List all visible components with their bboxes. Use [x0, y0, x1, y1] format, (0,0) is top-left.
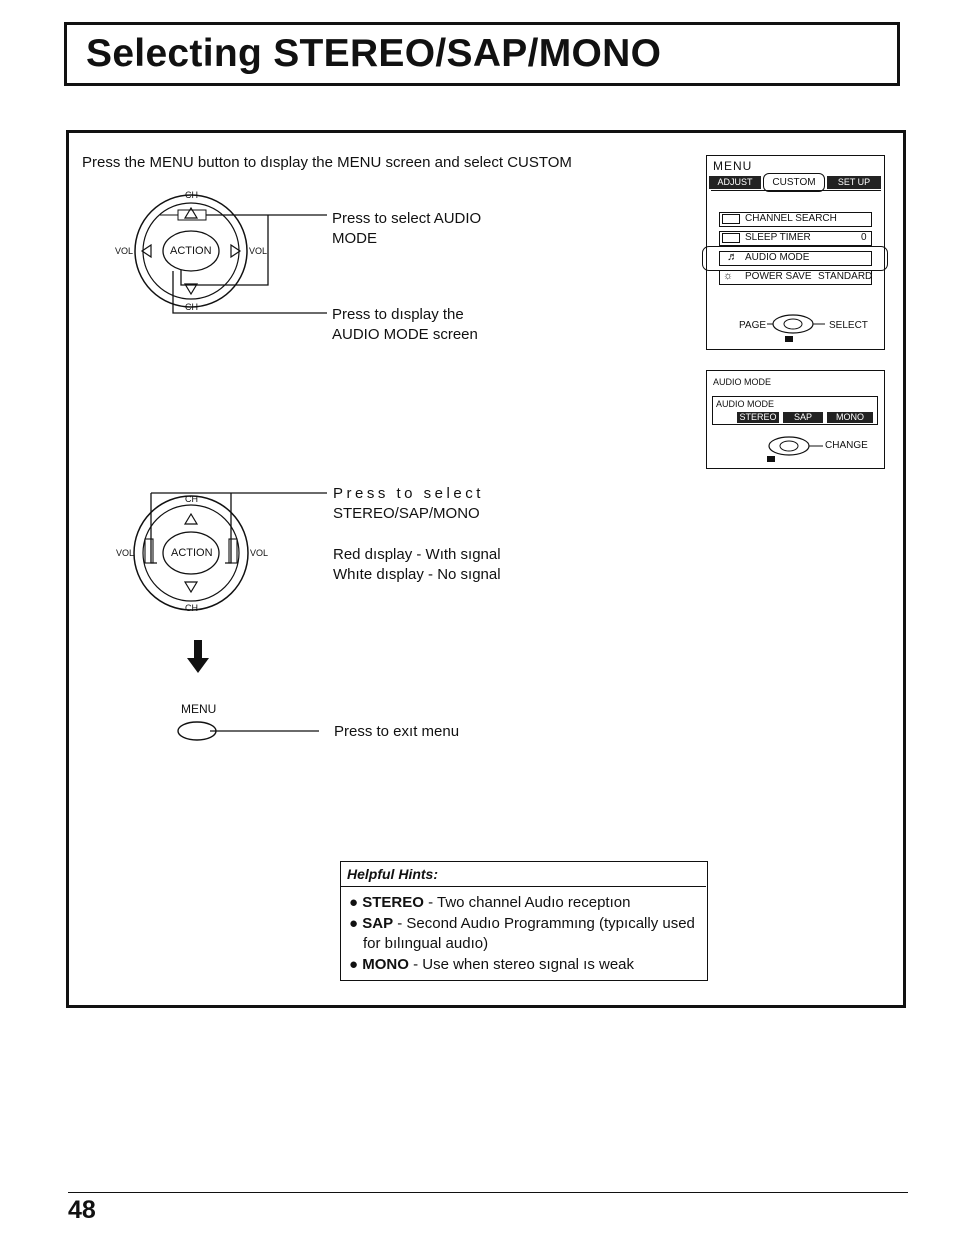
menu-row-value: 0	[861, 232, 867, 243]
tab-setup: SET UP	[827, 176, 881, 189]
intro-text: Press the MENU button to dısplay the MENU screen and select CUSTOM	[82, 154, 572, 171]
menu-button-icon	[176, 719, 321, 745]
remote-dial-1	[105, 185, 335, 320]
audio-screen-title: AUDIO MODE	[713, 377, 772, 387]
select-label: SELECT	[829, 320, 868, 331]
ch-label-bottom-1: CH	[185, 302, 198, 312]
vol-label-left-1: VOL	[115, 246, 134, 256]
step2-line1: Press to dısplay the	[332, 306, 464, 323]
menu-button-label: MENU	[181, 702, 217, 716]
step2-line2: AUDIO MODE screen	[332, 326, 478, 343]
page-number: 48	[68, 1196, 96, 1224]
menu-row-label: AUDIO MODE	[745, 252, 810, 263]
hint-item-sap: ● SAP - Second Audıo Programmıng (typıcally used	[349, 915, 695, 932]
hint-term: MONO	[362, 956, 409, 973]
menu-row-label: POWER SAVE	[745, 271, 812, 282]
option-mono: MONO	[827, 412, 873, 423]
ch-label-bottom-2: CH	[185, 603, 198, 613]
step1-line2: MODE	[332, 230, 377, 247]
ch-label-top-2: CH	[185, 494, 198, 504]
hint-item-mono: ● MONO - Use when stereo sıgnal ıs weak	[349, 956, 635, 973]
hint-term: SAP	[362, 915, 394, 932]
remote-dial-2	[105, 485, 335, 615]
helpful-hints-title: Helpful Hints:	[347, 866, 438, 882]
page-title: Selecting STEREO/SAP/MONO	[86, 32, 662, 75]
hint-item-stereo: ● STEREO - Two channel Audıo receptıon	[349, 894, 631, 911]
ch-label-top-1: CH	[185, 190, 198, 200]
action-button-label-1: ACTION	[170, 245, 212, 257]
menu-tab-rule	[711, 190, 881, 191]
change-pad-icon	[763, 434, 825, 466]
step3-line2: STEREO/SAP/MONO	[333, 505, 480, 522]
page-select-pad-icon	[767, 312, 827, 344]
step4-line1: Press to exıt menu	[334, 723, 460, 740]
hint-term: STEREO	[362, 894, 424, 911]
option-stereo: STEREO	[737, 412, 779, 423]
hint-text: - Second Audıo Programmıng (typıcally used	[393, 915, 695, 932]
vol-label-left-2: VOL	[116, 548, 135, 558]
option-sap: SAP	[783, 412, 823, 423]
audio-mode-icon: ♬	[727, 251, 738, 263]
menu-screen-title: MENU	[713, 159, 753, 173]
step3-line4: Whıte dısplay - No sıgnal	[333, 566, 501, 583]
step1-line1: Press to select AUDIO	[332, 210, 482, 227]
hint-item-sap-continued: for bılıngual audıo)	[363, 935, 489, 952]
change-label: CHANGE	[825, 440, 868, 451]
footer-rule	[68, 1192, 908, 1193]
menu-row-value: STANDARD	[818, 271, 873, 282]
sleep-timer-icon	[722, 233, 740, 243]
down-arrow-icon	[186, 640, 210, 674]
channel-search-icon	[722, 214, 740, 224]
page-label: PAGE	[739, 320, 767, 331]
hint-text: - Use when stereo sıgnal ıs weak	[408, 956, 635, 973]
menu-row-label: CHANNEL SEARCH	[745, 213, 837, 224]
step3-line1: Press to select	[333, 485, 484, 502]
action-button-label-2: ACTION	[171, 547, 213, 559]
vol-label-right-2: VOL	[250, 548, 269, 558]
vol-label-right-1: VOL	[249, 246, 268, 256]
menu-row-label: SLEEP TIMER	[745, 232, 811, 243]
audio-mode-row-label: AUDIO MODE	[716, 399, 775, 409]
hint-text: - Two channel Audıo receptıon	[423, 894, 631, 911]
tab-adjust: ADJUST	[709, 176, 761, 189]
tab-custom: CUSTOM	[763, 173, 825, 192]
step3-line3: Red dısplay - Wıth sıgnal	[333, 546, 501, 563]
power-save-icon: ☼	[723, 270, 734, 282]
